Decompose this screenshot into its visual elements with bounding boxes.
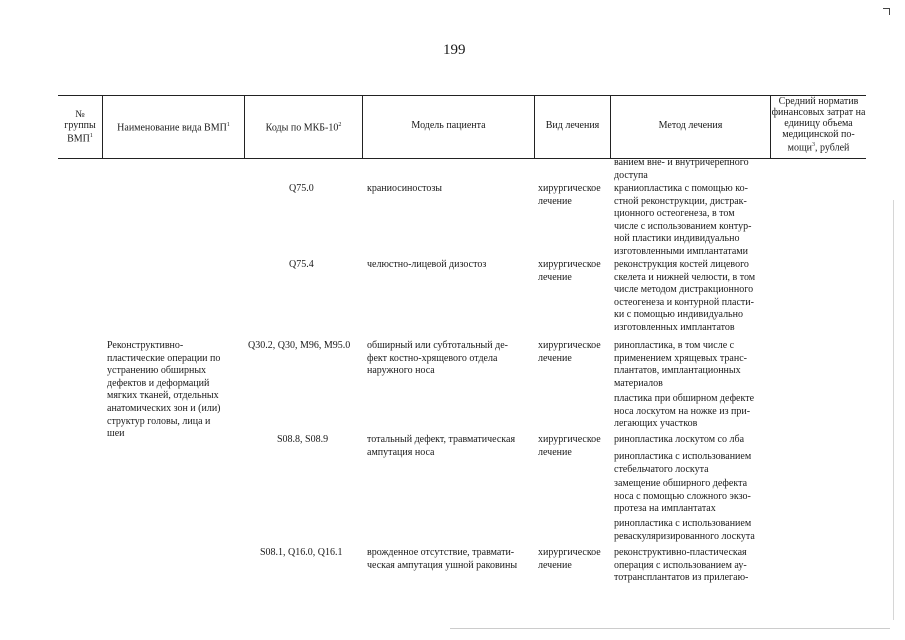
treatment-method: реконструктивно-пластическая операция с использованием ау- тотрансплантатов из прилегаю- [614,547,749,584]
corner-crop-mark [883,8,890,15]
treatment-method: ринопластика с использованием стебельчатого лоскута [614,451,752,475]
header-cost-standard: Средний норматив финансовых затрат на единицу объема медицинской по-мощи$^3$, рублей [771,96,866,154]
treatment-method: ринопластика с использованием реваскуляризированного лоскута [614,518,755,542]
treatment-method: замещение обширного дефекта носа с помощью сложного экзо- протеза на имплантатах [614,478,751,515]
patient-model: тотальный дефект, травматическая ампутация носа [367,434,516,458]
header-group-number: № группы ВМП$^1$ [64,109,96,145]
vmp-name: Реконструктивно- пластические операции по устранению обширных дефектов и деформаций мягких тканей, отдельных анатомических зон и (или) структур головы, лица и шеи [107,340,221,440]
page-number: 199 [443,42,466,58]
icd-code: S08.1, Q16.0, Q16.1 [260,547,343,558]
icd-code: Q30.2, Q30, M96, M95.0 [248,340,351,351]
icd-code: S08.8, S08.9 [277,434,329,445]
treatment-type: хирургическое лечение [538,340,601,364]
treatment-method: ринопластика лоскутом со лба [614,434,745,445]
header-patient-model: Модель пациента [411,120,486,131]
patient-model: обширный или субтотальный де- фект костно-хрящевого отдела наружного носа [367,340,508,377]
treatment-type: хирургическое лечение [538,434,601,458]
patient-model: врожденное отсутствие, травмати- ческая ампутация ушной раковины [367,547,518,571]
header-vmp-name: Наименование вида ВМП$^1$ [117,122,230,134]
treatment-method: пластика при обширном дефекте носа лоскутом на ножке из при- легающих участков [614,393,755,430]
treatment-method: реконструкция костей лицевого скелета и нижней челюсти, в том числе методом дистракционного остеогенеза и контурной пласти- ки с помощью индивидуально изготовленных имплантатов [614,259,756,333]
header-icd-codes: Коды по МКБ-$10^2$ [265,122,342,134]
treatment-type: хирургическое лечение [538,547,601,571]
method-continuation: ванием вне- и внутричерепного доступа [614,157,749,181]
treatment-method: краниопластика с помощью ко- стной реконструкции, дистрак- ционного остеогенеза, в том числе с использованием контур- ной пластики индивидуально изготовленными имплантатами [614,183,752,257]
icd-code: Q75.4 [289,259,314,270]
patient-model: краниосиностозы [367,183,442,194]
header-treatment-type: Вид лечения [545,120,600,131]
scan-edge-line [893,200,894,620]
header-treatment-method: Метод лечения [658,120,723,131]
page-bottom-edge [450,628,890,629]
table-top-border [58,95,866,96]
treatment-type: хирургическое лечение [538,259,601,283]
treatment-type: хирургическое лечение [538,183,601,207]
treatment-method: ринопластика, в том числе с применением хрящевых транс- плантатов, имплантационных материалов [614,340,747,389]
patient-model: челюстно-лицевой дизостоз [367,259,487,270]
icd-code: Q75.0 [289,183,314,194]
